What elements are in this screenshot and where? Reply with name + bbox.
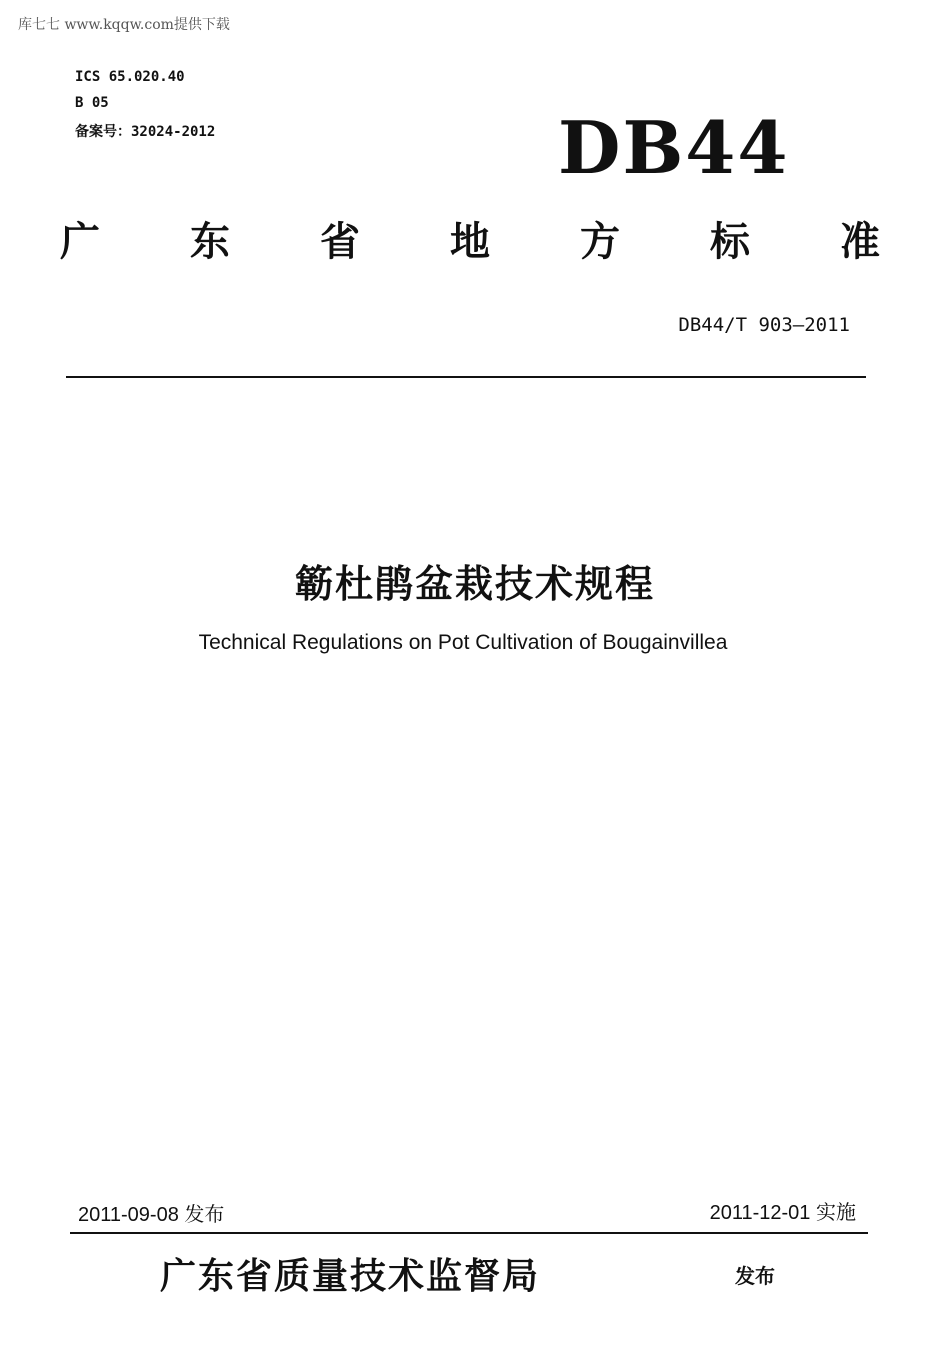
standard-type-char: 广 xyxy=(60,219,100,265)
implementation-date: 2011-12-01 实施 xyxy=(709,1202,856,1224)
standard-type-char: 标 xyxy=(710,219,750,265)
issuing-authority: 广东省质量技术监督局 xyxy=(160,1255,541,1297)
issue-date: 2011-09-08 发布 xyxy=(78,1204,225,1226)
standard-type-char: 准 xyxy=(840,219,880,265)
document-title-cn: 簕杜鹃盆栽技术规程 xyxy=(294,562,655,606)
standard-type-heading xyxy=(60,219,880,265)
standard-type-char: 方 xyxy=(580,219,620,265)
watermark-text: 库七七 www.kqqw.com提供下载 xyxy=(18,17,230,33)
standard-number: DB44/T 903—2011 xyxy=(678,314,850,336)
db44-logo: DB44 xyxy=(558,105,790,190)
standard-type-char: 东 xyxy=(190,219,230,265)
ics-code: ICS 65.020.40 xyxy=(75,69,185,85)
standard-type-char: 省 xyxy=(320,219,360,265)
document-title-en: Technical Regulations on Pot Cultivation of Bougainvillea xyxy=(198,631,728,654)
record-number: 备案号：32024-2012 xyxy=(75,124,216,140)
bottom-divider xyxy=(70,1232,868,1234)
top-divider xyxy=(66,376,866,378)
issuer-suffix: 发布 xyxy=(735,1264,775,1288)
classification-code: B 05 xyxy=(75,95,109,111)
standard-type-char: 地 xyxy=(450,219,490,265)
